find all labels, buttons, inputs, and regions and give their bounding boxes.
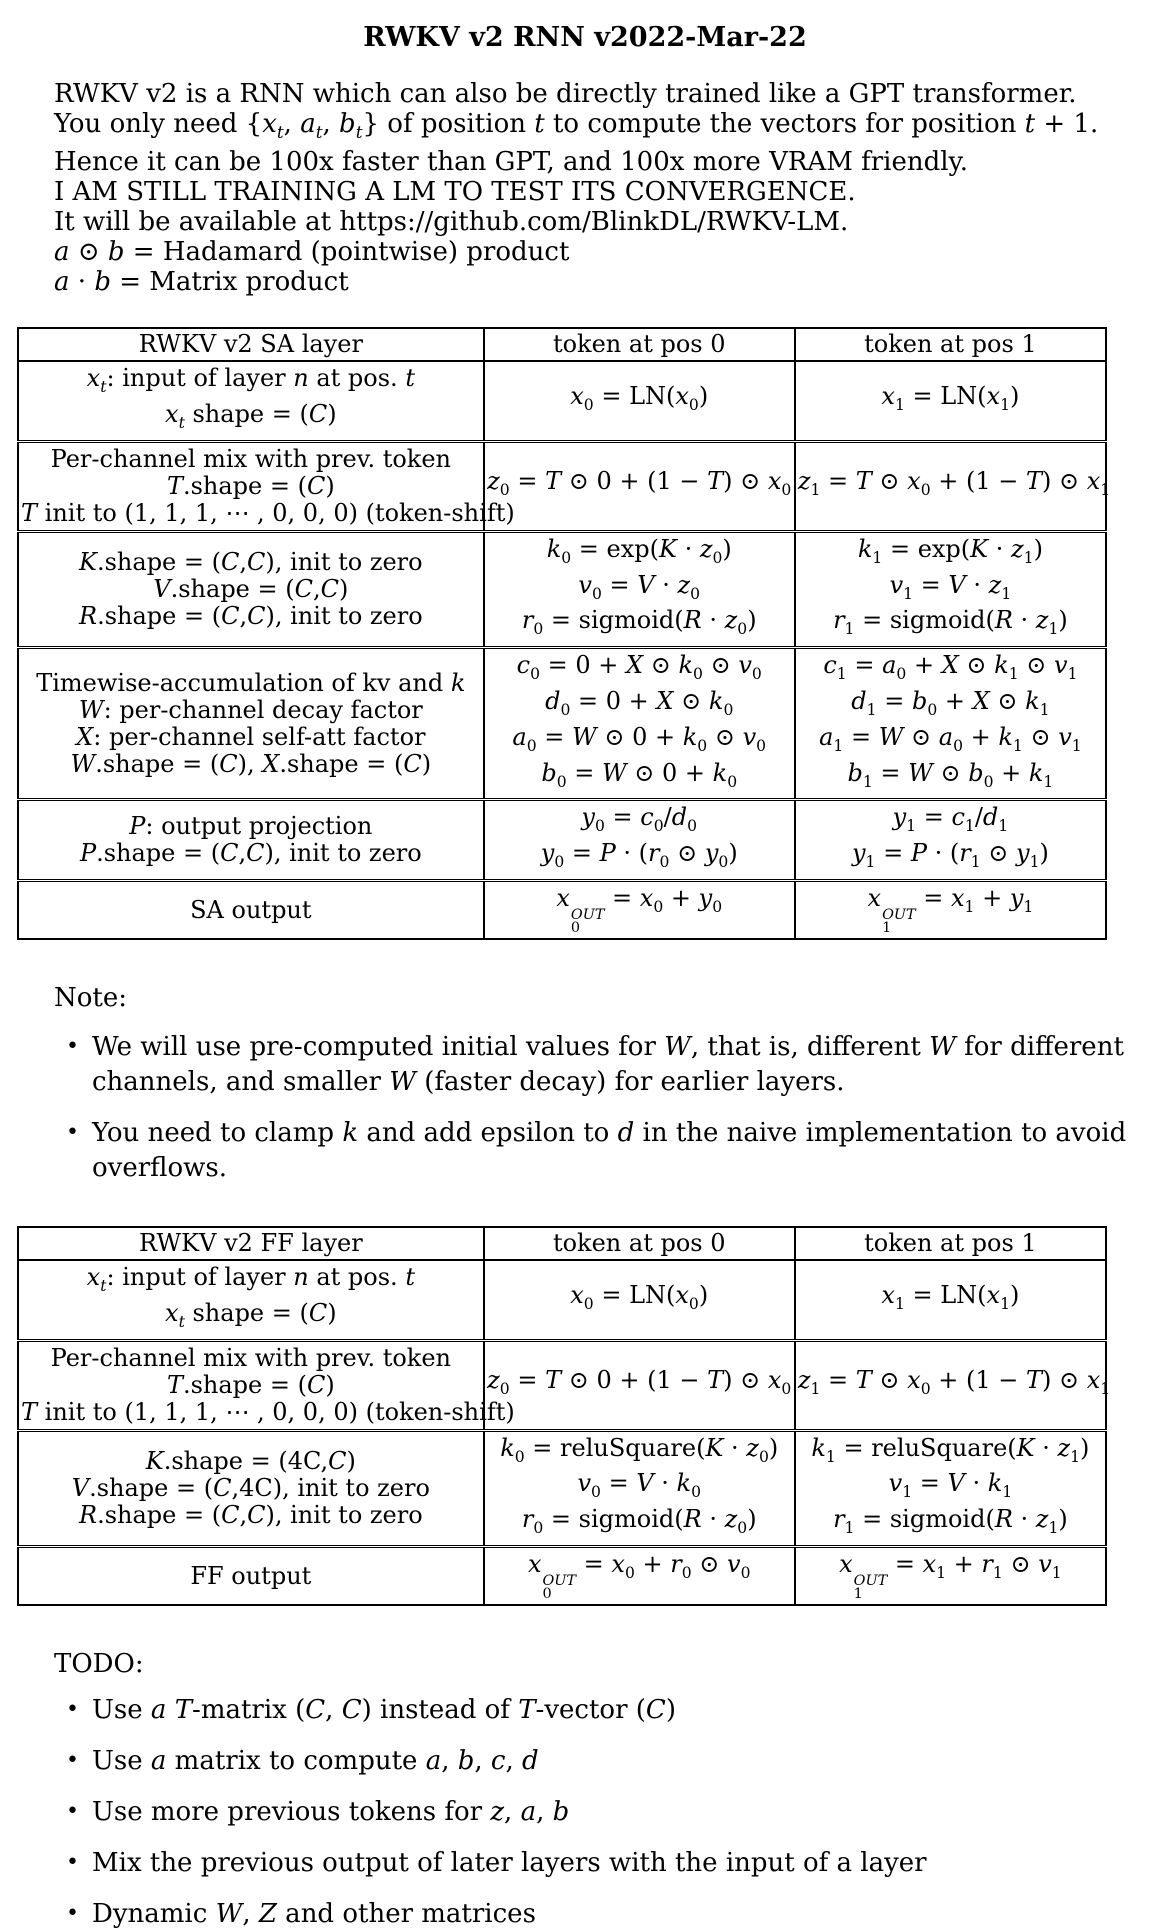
intro-line: a · b = Matrix product <box>54 267 349 298</box>
sa-row-0-pos1-formula-cell: $x_1 = LN(x_1)$ <box>795 361 1106 441</box>
ff-row-0-pos1-formula-cell: $x_1 = LN(x_1)$ <box>795 1260 1106 1340</box>
todo-bullet: • Mix the previous output of later layers with the input of a layer <box>54 1849 1130 1878</box>
ff-table-row-0 <box>18 1260 1106 1340</box>
ff-row-2-label-cell: K.shape = (4C,C) V.shape = (C,4C), init to zero R.shape = (C,C), init to zero <box>71 1446 430 1529</box>
sa-table-row-2 <box>18 531 1106 647</box>
sa-header-row <box>18 328 1106 361</box>
note-bullet: • We will use pre-computed initial values for W, that is, different W for different channels, and smaller W (faster decay) for earlier layers. <box>54 1030 1130 1100</box>
intro-line: a ⊙ b = Hadamard (pointwise) product <box>54 237 570 268</box>
sa-row-1-pos0-formula-cell: $z_0 = T$ ⊙ 0 + (1 − T) ⊙ $x_0$ <box>484 441 795 531</box>
ff-column-header-1: token at pos 0 <box>484 1227 795 1260</box>
ff-table-row-2 <box>18 1430 1106 1546</box>
sa-table-row-5 <box>18 880 1106 939</box>
ff-column-header-0: RWKV v2 FF layer <box>138 1229 363 1258</box>
intro-line: You only need {$x_t$, $a_t$, $b_t$} of position t to compute the vectors for position t + 1. <box>54 109 1099 143</box>
ff-row-2-pos0-formula-cell: $k_0$ = reluSquare(K · $z_0$) $v_0 = V \cdot k_0$ $r_0$ = sigmoid(R · $z_0$) <box>484 1430 795 1546</box>
ff-row-1-label-cell: Per-channel mix with prev. token T.shape = (C) T init to (1, 1, 1, ⋯ , 0, 0, 0) (token-shift) <box>21 1343 515 1426</box>
note-list <box>54 1030 1170 1186</box>
sa-row-1-pos1-formula-cell: $z_1 = T$ ⊙ $x_0 + (1 - T)$ ⊙ $x_1$ <box>795 441 1106 531</box>
sa-row-3-label-cell: Timewise-accumulation of kv and k W: per-channel decay factor X: per-channel self-att factor W.shape = (C), X.shape = (C) <box>36 668 466 778</box>
sa-row-0-pos0-formula-cell: $x_0 = LN(x_0)$ <box>484 361 795 441</box>
intro-line: It will be available at https://github.com/BlinkDL/RWKV-LM. <box>54 207 849 238</box>
intro-paragraph <box>54 79 1170 297</box>
todo-bullet: • Use more previous tokens for z, a, b <box>54 1798 1130 1827</box>
sa-row-2-pos0-formula-cell: $k_0 = \exp(K \cdot z_0)$ $v_0 = V \cdot z_0$ $r_0$ = sigmoid(R · $z_0$) <box>484 531 795 647</box>
sa-row-1-label-cell: Per-channel mix with prev. token T.shape = (C) T init to (1, 1, 1, ⋯ , 0, 0, 0) (token-shift) <box>21 444 515 527</box>
ff-column-header-2: token at pos 1 <box>795 1227 1106 1260</box>
sa-column-header-2: token at pos 1 <box>795 328 1106 361</box>
sa-table-row-1 <box>18 441 1106 531</box>
note-section <box>54 982 1170 1186</box>
todo-bullet: • Use a T-matrix (C, C) instead of T-vector (C) <box>54 1696 1130 1725</box>
page-title: RWKV v2 RNN v2022-Mar-22 <box>363 22 807 53</box>
intro-line: I AM STILL TRAINING A LM TO TEST ITS CONVERGENCE. <box>54 177 856 208</box>
ff-row-2-pos1-formula-cell: $k_1$ = reluSquare(K · $z_1$) $v_1 = V \cdot k_1$ $r_1$ = sigmoid(R · $z_1$) <box>795 1430 1106 1546</box>
ff-table-row-1 <box>18 1340 1106 1430</box>
sa-row-5-label-cell: SA output <box>190 895 312 924</box>
ff-layer-table <box>17 1226 1111 1606</box>
intro-line: RWKV v2 is a RNN which can also be directly trained like a GPT transformer. <box>54 79 1077 109</box>
ff-header-row <box>18 1227 1106 1260</box>
todo-heading: TODO: <box>54 1649 144 1680</box>
todo-bullet: • Use a matrix to compute a, b, c, d <box>54 1747 1130 1776</box>
todo-bullet: • Dynamic W, Z and other matrices <box>54 1900 1130 1929</box>
ff-row-3-pos1-formula-cell: x OUT 1 = $x_1 + r_1$ ⊙ $v_1$ <box>795 1547 1106 1606</box>
ff-row-1-pos1-formula-cell: $z_1 = T$ ⊙ $x_0 + (1 - T)$ ⊙ $x_1$ <box>795 1340 1106 1430</box>
sa-row-5-pos1-formula-cell: x OUT 1 = $x_1 + y_1$ <box>795 880 1106 939</box>
note-heading: Note: <box>54 983 127 1014</box>
sa-table-row-4 <box>18 800 1106 881</box>
sa-row-2-pos1-formula-cell: $k_1 = \exp(K \cdot z_1)$ $v_1 = V \cdot z_1$ $r_1$ = sigmoid(R · $z_1$) <box>795 531 1106 647</box>
sa-row-4-label-cell: P: output projection P.shape = (C,C), init to zero <box>79 812 422 868</box>
sa-table-row-3 <box>18 648 1106 800</box>
ff-row-0-label-cell: $x_t$: input of layer n at pos. t $x_t$ shape = (C) <box>86 1263 415 1331</box>
sa-row-2-label-cell: K.shape = (C,C), init to zero V.shape = (C,C) R.shape = (C,C), init to zero <box>78 547 423 630</box>
sa-column-header-0: RWKV v2 SA layer <box>138 330 363 359</box>
todo-section <box>54 1648 1170 1929</box>
sa-layer-table <box>17 327 1111 940</box>
ff-row-1-pos0-formula-cell: $z_0 = T$ ⊙ 0 + (1 − T) ⊙ $x_0$ <box>484 1340 795 1430</box>
ff-table-row-3 <box>18 1547 1106 1606</box>
note-bullet: • You need to clamp k and add epsilon to d in the naive implementation to avoid overflows. <box>54 1116 1130 1186</box>
sa-row-3-pos1-formula-cell: $c_1 = a_0 + X$ ⊙ $k_1$ ⊙ $v_1$ $d_1 = b_0 + X$ ⊙ $k_1$ $a_1 = W$ ⊙ $a_0 + k_1$ ⊙ $v_1$ $b_1 = W$ ⊙ $b_0 + k_1$ <box>795 648 1106 800</box>
sa-row-5-pos0-formula-cell: x OUT 0 = $x_0 + y_0$ <box>484 880 795 939</box>
sa-row-4-pos1-formula-cell: $y_1 = c_1/d_1$ $y_1 = P \cdot (r_1$ ⊙ $y_1$) <box>795 800 1106 881</box>
intro-line: Hence it can be 100x faster than GPT, and 100x more VRAM friendly. <box>54 147 969 178</box>
sa-column-header-1: token at pos 0 <box>484 328 795 361</box>
todo-list <box>54 1696 1170 1929</box>
sa-table-row-0 <box>18 361 1106 441</box>
sa-row-3-pos0-formula-cell: $c_0 = 0 + X$ ⊙ $k_0$ ⊙ $v_0$ $d_0 = 0 + X$ ⊙ $k_0$ $a_0 = W$ ⊙ $0 + k_0$ ⊙ $v_0$ $b_0 = W$ ⊙ $0 + k_0$ <box>484 648 795 800</box>
ff-row-3-label-cell: FF output <box>190 1561 312 1590</box>
sa-row-0-label-cell: $x_t$: input of layer n at pos. t $x_t$ shape = (C) <box>86 364 415 432</box>
ff-row-3-pos0-formula-cell: x OUT 0 = $x_0 + r_0$ ⊙ $v_0$ <box>484 1547 795 1606</box>
sa-row-4-pos0-formula-cell: $y_0 = c_0/d_0$ $y_0 = P \cdot (r_0$ ⊙ $y_0$) <box>484 800 795 881</box>
ff-row-0-pos0-formula-cell: $x_0 = LN(x_0)$ <box>484 1260 795 1340</box>
